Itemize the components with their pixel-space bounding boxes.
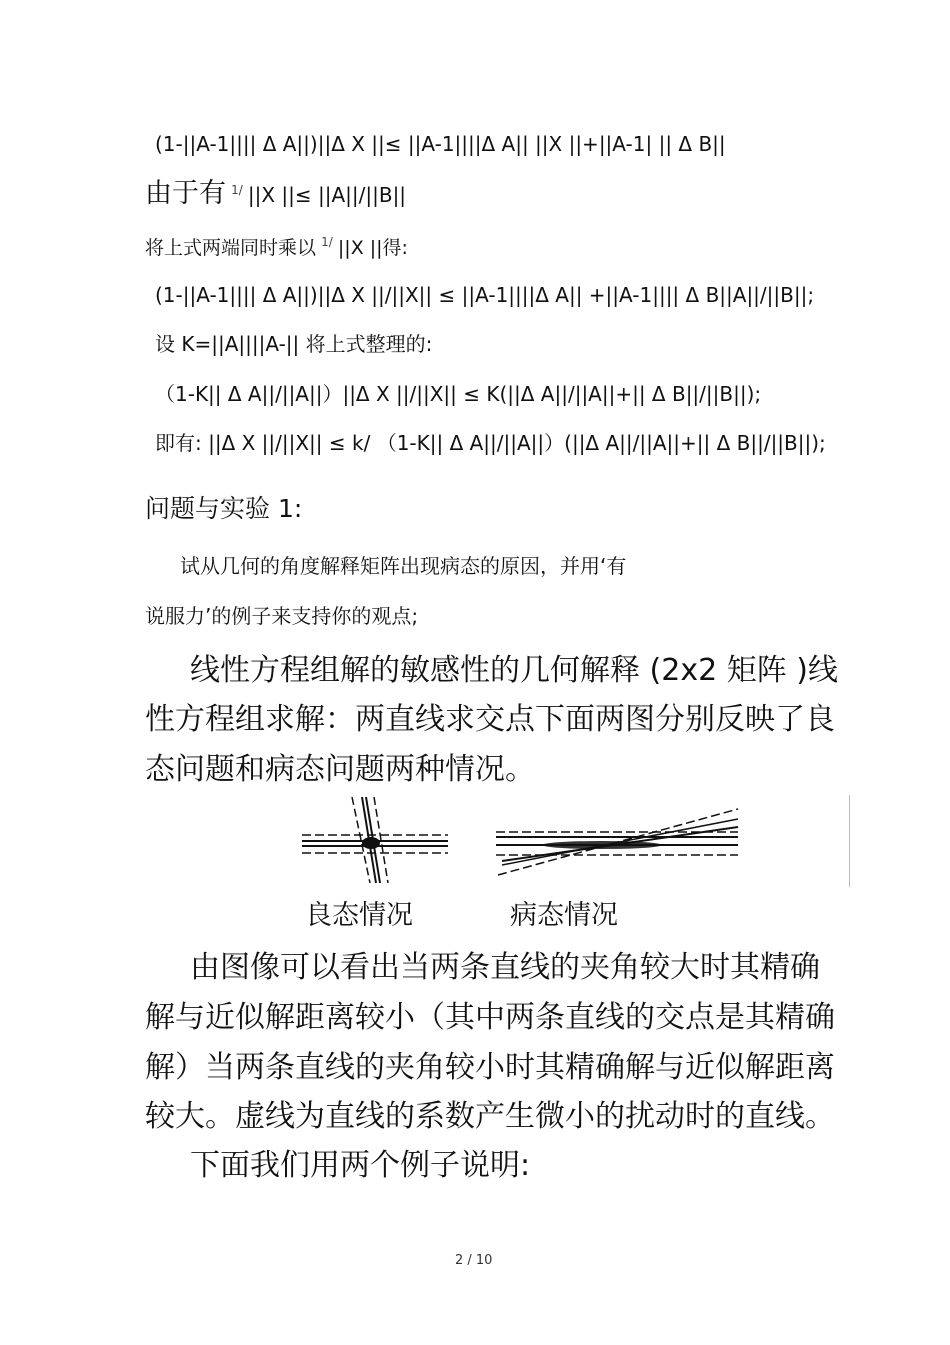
page-number: 2 / 10 <box>455 1253 493 1268</box>
paragraph-2-line-3: 解）当两条直线的夹角较小时其精确解与近似解距离 <box>145 1050 835 1085</box>
formula-line-2-superscript: 1/ <box>231 183 243 197</box>
formula-line-3-superscript: 1/ <box>321 235 333 249</box>
paragraph-1-line-1: 线性方程组解的敏感性的几何解释 (2x2 矩阵 )线 <box>190 653 838 688</box>
paragraph-2-line-2: 解与近似解距离较小（其中两条直线的交点是其精确 <box>145 1000 835 1035</box>
paragraph-1-line-3: 态问题和病态问题两种情况。 <box>145 752 535 787</box>
formula-line-3-prefix: 将上式两端同时乘以 <box>145 237 317 259</box>
question-line-1: 试从几何的角度解释矩阵出现病态的原因，并用‘有 <box>180 554 627 578</box>
formula-line-1: (1-||A-1|||| Δ A||)||Δ X ||≤ ||A-1||||Δ A|| ||X ||+||A-1| || Δ B|| <box>155 132 726 156</box>
formula-line-5: 设 K=||A||||A-|| 将上式整理的: <box>155 332 433 356</box>
caption-ill-conditioned: 病态情况 <box>510 900 618 931</box>
formula-line-3 <box>145 236 408 258</box>
formula-line-4: (1-||A-1|||| Δ A||)||Δ X ||/||X|| ≤ ||A-1||||Δ A|| +||A-1|||| Δ B||A||/||B||; <box>155 283 815 307</box>
formula-line-3-body: ||X ||得: <box>337 237 408 259</box>
paragraph-1-line-2: 性方程组求解：两直线求交点下面两图分别反映了良 <box>145 702 835 737</box>
formula-line-6: （1-K|| Δ A||/||A||）||Δ X ||/||X|| ≤ K(||Δ A||/||A||+|| Δ B||/||B||); <box>155 382 762 406</box>
ill-conditioned-diagram <box>492 805 742 885</box>
paragraph-2-line-1: 由图像可以看出当两条直线的夹角较大时其精确 <box>190 950 820 985</box>
figure-edge-divider <box>849 795 850 887</box>
paragraph-2-line-4: 较大。虚线为直线的系数产生微小的扰动时的直线。 <box>145 1099 835 1134</box>
caption-well-conditioned: 良态情况 <box>305 900 413 931</box>
well-conditioned-diagram <box>300 795 450 885</box>
formula-line-2-body: ||X ||≤ ||A||/||B|| <box>247 183 407 207</box>
formula-line-2-prefix: 由于有 <box>145 178 226 209</box>
formula-line-7: 即有: ||Δ X ||/||X|| ≤ k/ （1-K|| Δ A||/||A||）(||Δ A||/||A||+|| Δ B||/||B||); <box>155 431 826 455</box>
section-heading: 问题与实验 1: <box>145 494 303 523</box>
question-line-2: 说服力’的例子来支持你的观点; <box>145 604 419 628</box>
paragraph-3-line-1: 下面我们用两个例子说明: <box>190 1148 531 1183</box>
formula-line-2 <box>145 180 406 207</box>
